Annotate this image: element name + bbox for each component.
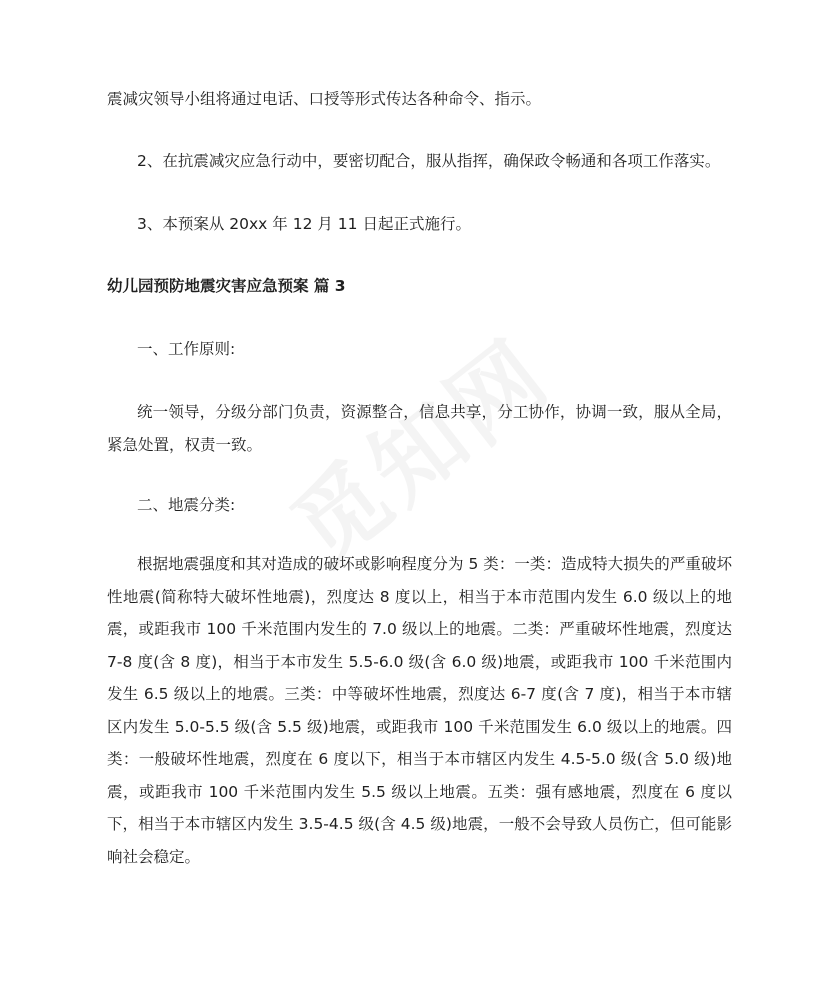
- text-line-3: 3、本预案从 20xx 年 12 月 11 日起正式施行。: [137, 215, 471, 233]
- section-title: 幼儿园预防地震灾害应急预案 篇 3: [107, 277, 346, 295]
- classification-heading: 二、地震分类:: [137, 496, 236, 514]
- principle-paragraph: 统一领导，分级分部门负责，资源整合，信息共享，分工协作，协调一致，服从全局，紧急处置，权责一致。: [107, 403, 732, 454]
- classification-paragraph: 根据地震强度和其对造成的破坏或影响程度分为 5 类：一类：造成特大损失的严重破坏性地震(简称特大破坏性地震)，烈度达 8 度以上，相当于本市范围内发生 6.0 级以上的地震，或距我市 100 千米范围内发生的 7.0 级以上的地震。二类：严重破坏性地震，烈度达 7-8 度(含 8 度)，相当于本市发生 5.5-6.0 级(含 6.0 级)地震，或距我市 100 千米范围内发生 6.5 级以上的地震。三类：中等破坏性地震，烈度达 6-7 度(含 7 度)，相当于本市辖区内发生 5.0-5.5 级(含 5.5 级)地震，或距我市 100 千米范围发生 6.0 级以上的地震。四类：一般破坏性地震，烈度在 6 度以下，相当于本市辖区内发生 4.5-5.0 级(含 5.0 级)地震，或距我市 100 千米范围内发生 5.5 级以上地震。五类：强有感地震，烈度在 6 度以下，相当于本市辖区内发生 3.5-4.5 级(含 4.5 级)地震，一般不会导致人员伤亡，但可能影响社会稳定。: [107, 555, 732, 866]
- principle-heading: 一、工作原则:: [137, 340, 236, 358]
- text-line-1: 震减灾领导小组将通过电话、口授等形式传达各种命令、指示。: [107, 90, 542, 108]
- text-line-2: 2、在抗震减灾应急行动中，要密切配合，服从指挥，确保政令畅通和各项工作落实。: [137, 152, 721, 170]
